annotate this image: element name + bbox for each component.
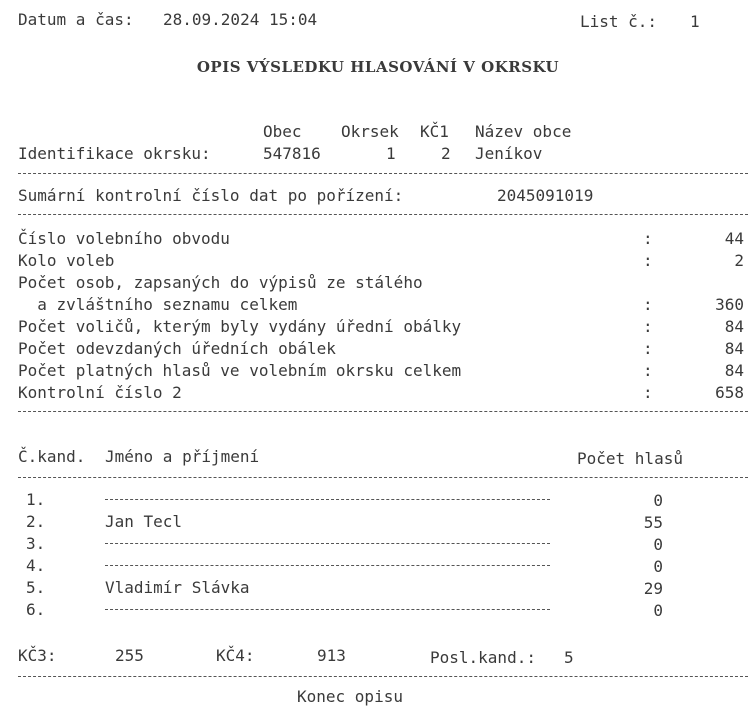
kc4-value: 913 [317, 646, 346, 665]
stat-sep: : [643, 361, 653, 380]
candidate-number: 6. [26, 600, 46, 619]
candidate-votes: 55 [643, 513, 663, 532]
nazev-value: Jeníkov [475, 144, 543, 163]
candidate-votes: 29 [643, 579, 663, 598]
candidate-votes: 0 [653, 557, 663, 576]
candidate-votes: 0 [653, 601, 663, 620]
separator [18, 173, 748, 174]
okrsek-value: 1 [386, 144, 396, 163]
stat-label: Kolo voleb [18, 251, 115, 270]
sheet-label: List č.: [580, 12, 658, 31]
datetime-value: 28.09.2024 15:04 [163, 10, 318, 29]
stat-value: 84 [724, 339, 744, 358]
stat-value: 84 [724, 361, 744, 380]
candidate-number: 2. [26, 512, 46, 531]
candidate-number: 4. [26, 556, 46, 575]
stat-label: Počet voličů, kterým byly vydány úřední obálky [18, 317, 462, 336]
stat-label: Číslo volebního obvodu [18, 229, 230, 248]
candidate-votes-header: Počet hlasů [577, 449, 683, 468]
separator [18, 411, 748, 412]
candidate-votes: 0 [653, 535, 663, 554]
stat-sep: : [643, 383, 653, 402]
col-obec: Obec [263, 122, 302, 141]
stat-label-cont: a zvláštního seznamu celkem [18, 295, 298, 314]
empty-name-line [105, 609, 550, 610]
kc4-label: KČ4: [216, 646, 255, 665]
candidate-name-header: Jméno a příjmení [105, 447, 260, 466]
stat-value: 44 [724, 229, 744, 248]
separator [18, 676, 748, 677]
end-of-record: Konec opisu [297, 687, 403, 706]
stat-sep: : [643, 251, 653, 270]
kc3-label: KČ3: [18, 646, 57, 665]
candidate-name: Vladimír Slávka [105, 578, 250, 597]
obec-value: 547816 [263, 144, 321, 163]
col-okrsek: Okrsek [341, 122, 399, 141]
empty-name-line [105, 543, 550, 544]
stat-label: Počet osob, zapsaných do výpisů ze stálého [18, 273, 423, 292]
candidate-number-header: Č.kand. [18, 447, 86, 466]
stat-label: Kontrolní číslo 2 [18, 383, 182, 402]
col-kc1: KČ1 [420, 122, 449, 141]
stat-value: 658 [715, 383, 744, 402]
stat-sep: : [643, 339, 653, 358]
last-candidate-label: Posl.kand.: [430, 648, 536, 667]
separator [18, 214, 748, 215]
candidate-name: Jan Tecl [105, 512, 183, 531]
col-nazev: Název obce [475, 122, 572, 141]
stat-value: 2 [734, 251, 744, 270]
stat-value: 84 [724, 317, 744, 336]
candidate-number: 1. [26, 490, 46, 509]
empty-name-line [105, 499, 550, 500]
empty-name-line [105, 565, 550, 566]
stat-value: 360 [715, 295, 744, 314]
last-candidate-value: 5 [564, 648, 574, 667]
identification-label: Identifikace okrsku: [18, 144, 211, 163]
datetime-label: Datum a čas: [18, 10, 134, 29]
stat-sep: : [643, 229, 653, 248]
stat-label: Počet platných hlasů ve volebním okrsku celkem [18, 361, 462, 380]
sheet-number: 1 [690, 12, 700, 31]
checksum-value: 2045091019 [497, 186, 594, 205]
checksum-label: Sumární kontrolní číslo dat po pořízení: [18, 186, 404, 205]
kc1-value: 2 [441, 144, 451, 163]
separator [18, 477, 748, 478]
candidate-number: 3. [26, 534, 46, 553]
candidate-votes: 0 [653, 491, 663, 510]
page-title: OPIS VÝSLEDKU HLASOVÁNÍ V OKRSKU [196, 58, 560, 76]
stat-label: Počet odevzdaných úředních obálek [18, 339, 336, 358]
kc3-value: 255 [115, 646, 144, 665]
candidate-number: 5. [26, 578, 46, 597]
stat-sep: : [643, 317, 653, 336]
stat-sep: : [643, 295, 653, 314]
